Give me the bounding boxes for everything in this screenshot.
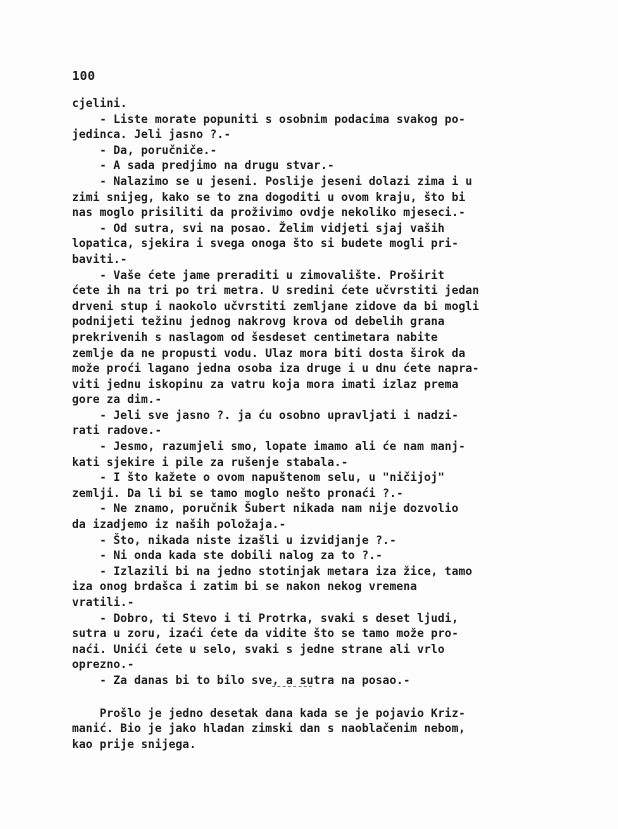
text-line: - I što kažete o ovom napuštenom selu, u "ničijoj" (72, 471, 445, 485)
text-line: baviti.- (72, 252, 128, 266)
text-line: zemlji. Da li bi se tamo moglo nešto pronaći ?.- (72, 486, 404, 500)
text-line: - Da, poručniče.- (72, 143, 217, 157)
text-line: da izadjemo iz naših položaja.- (72, 518, 286, 532)
text-line: - Liste morate popuniti s osobnim podacima svakog po- (72, 112, 466, 126)
dialogue-block (72, 96, 550, 689)
text-line: - A sada predjimo na drugu stvar.- (72, 159, 335, 173)
text-line: kao prije snijega. (72, 737, 197, 751)
text-line: zemlje da ne propusti vodu. Ulaz mora biti dosta širok da (72, 346, 466, 360)
text-line: - Izlazili bi na jedno stotinjak metara iza žice, tamo (72, 564, 473, 578)
narration-block (72, 706, 550, 753)
text-line: - Dobro, ti Stevo i ti Protrka, svaki s deset ljudi, (72, 611, 459, 625)
text-line: rati radove.- (72, 424, 162, 438)
text-line: - Ni onda kada ste dobili nalog za to ?.- (72, 549, 383, 563)
text-line: ćete ih na tri po tri metra. U sredini ćete učvrstiti jedan (72, 284, 480, 298)
text-line: lopatica, sjekira i svega onoga što si budete mogli pri- (72, 237, 459, 251)
text-line: viti jednu iskopinu za vatru koja mora imati izlaz prema (72, 377, 459, 391)
page-number: 100 (72, 68, 96, 83)
text-line: drveni stup i naokolo učvrstiti zemljane zidove da bi mogli (72, 299, 480, 313)
paragraph-gap (72, 689, 550, 706)
text-line: prekrivenih s naslagom od šesdeset centimetara nabite (72, 330, 438, 344)
text-line: manić. Bio je jako hladan zimski dan s naoblačenim nebom, (72, 722, 466, 736)
text-line: cjelini. (72, 97, 128, 110)
text-line: gore za dim.- (72, 393, 162, 407)
text-line: jedinca. Jeli jasno ?.- (72, 128, 231, 142)
text-line: zimi snijeg, kako se to zna dogoditi u ovom kraju, što bi (72, 190, 466, 204)
text-line: - Jeli sve jasno ?. ja ću osobno upravljati i nadzi- (72, 408, 459, 422)
text-line: - Ne znamo, poručnik Šubert nikada nam nije dozvolio (72, 502, 459, 516)
text-line: - Od sutra, svi na posao. Želim vidjeti sjaj vaših (72, 221, 445, 235)
text-line: Prošlo je jedno desetak dana kada se je pojavio Kriz- (72, 706, 466, 720)
text-line: može proći lagano jedna osoba iza druge i u dnu ćete napra- (72, 362, 480, 376)
text-line: - Jesmo, razumjeli smo, lopate imamo ali će nam manj- (72, 440, 466, 454)
text-line: kati sjekire i pile za rušenje stabala.- (72, 455, 349, 469)
text-line: nas moglo prisiliti da proživimo ovdje nekoliko mjeseci.- (72, 206, 466, 220)
text-line: vratili.- (72, 596, 135, 609)
text-line: - Što, nikada niste izašli u izvidjanje ?.- (72, 533, 397, 547)
text-line: - Vaše ćete jame preraditi u zimovalište. Proširit (72, 268, 445, 282)
text-line: naći. Unići ćete u selo, svaki s jedne strane ali vrlo (72, 642, 445, 656)
text-line: iza onog brdašca i zatim bi se nakon nekog vremena (72, 580, 418, 594)
text-line: sutra u zoru, izaći ćete da vidite što se tamo može pro- (72, 627, 459, 641)
text-line: - Za danas bi to bilo sve, a sutra na posao.- (72, 673, 411, 687)
text-line: - Nalazimo se u jeseni. Poslije jeseni dolazi zima i u (72, 174, 473, 188)
text-line: oprezno.- (72, 658, 135, 672)
page-body (72, 96, 550, 752)
text-line: podnijeti težinu jednog nakrovg krova od debelih grana (72, 315, 445, 329)
